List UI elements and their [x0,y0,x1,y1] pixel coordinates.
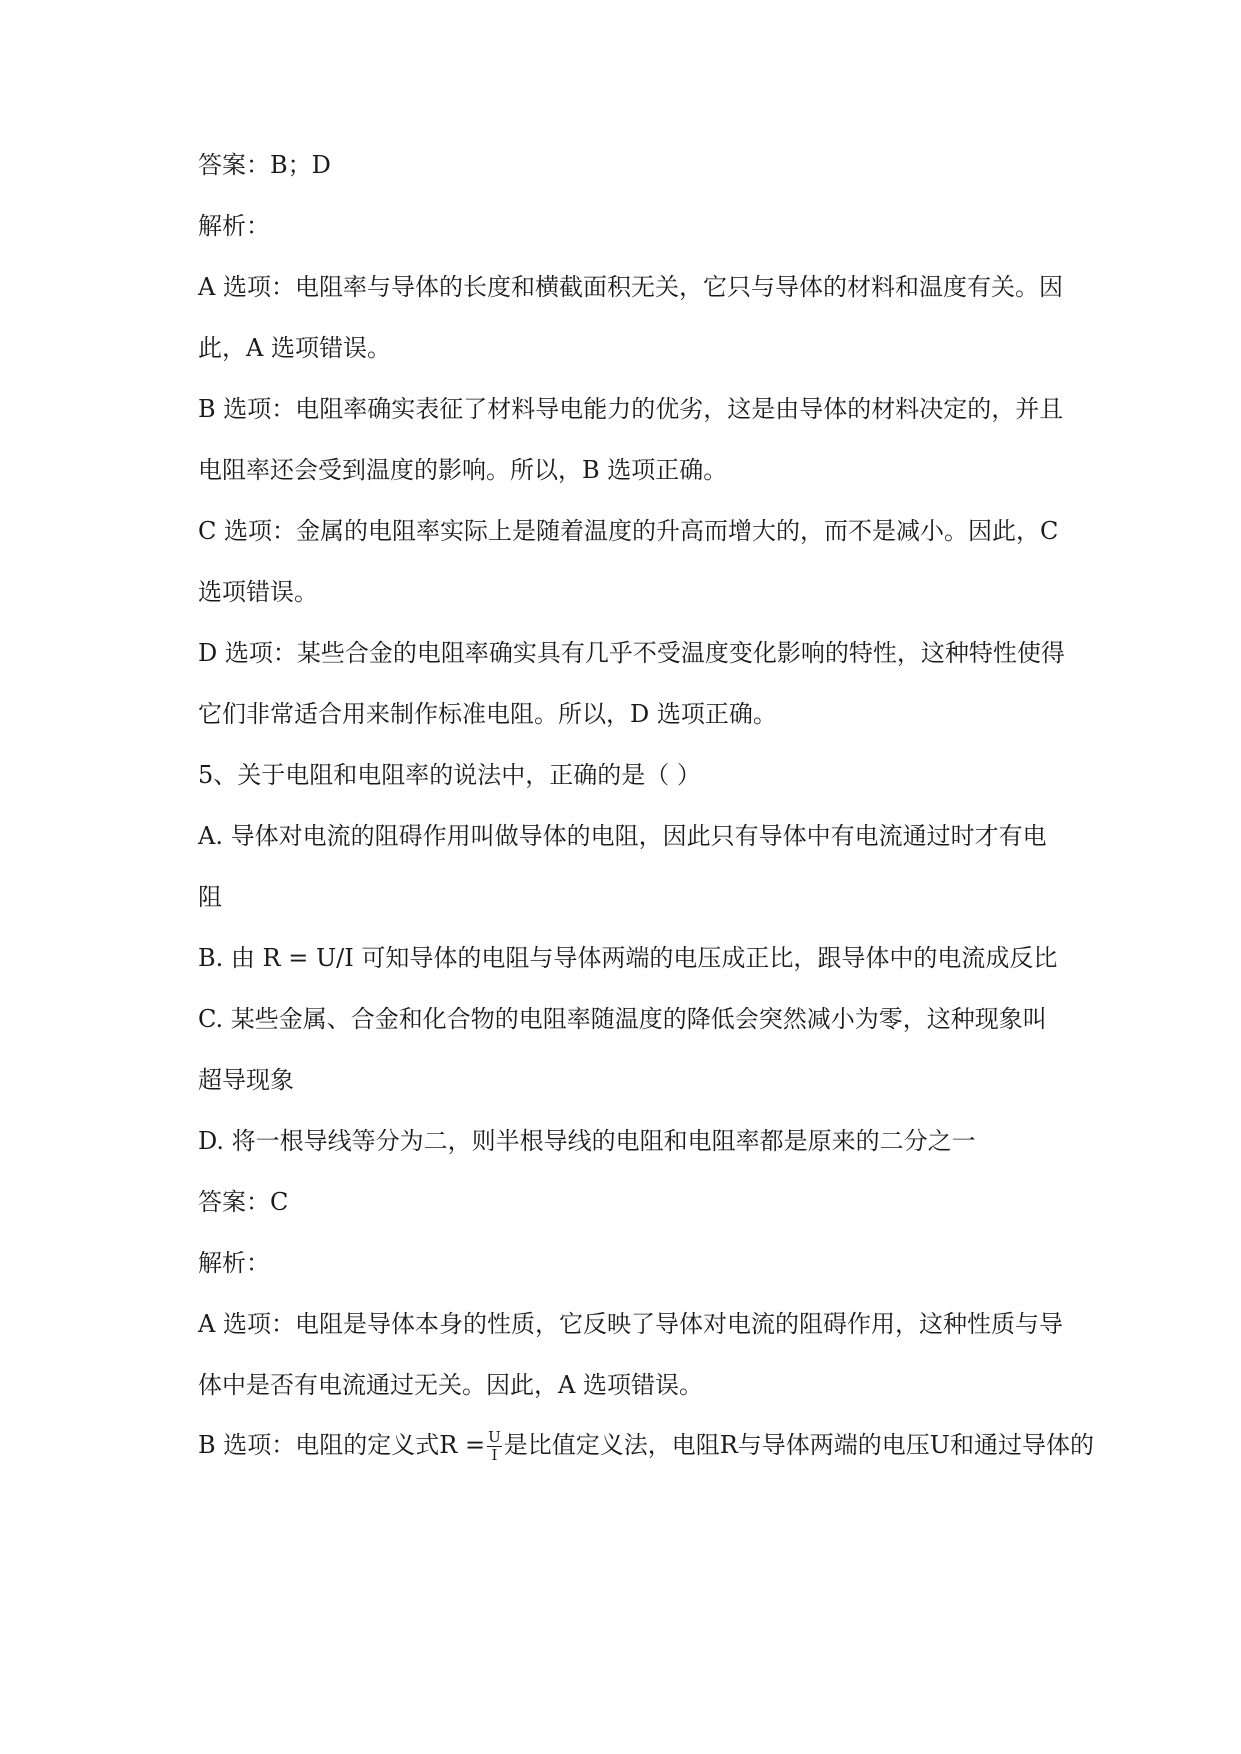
option-d: D. 将一根导线等分为二，则半根导线的电阻和电阻率都是原来的二分之一 [198,1127,976,1155]
analysis2-a-line1: A 选项：电阻是导体本身的性质，它反映了导体对电流的阻碍作用，这种性质与导 [198,1310,1063,1338]
answer-line-2: 答案：C [198,1188,289,1216]
analysis-c-line1: C 选项：金属的电阻率实际上是随着温度的升高而增大的，而不是减小。因此，C [198,517,1059,545]
option-c-line2: 超导现象 [198,1066,294,1094]
analysis-a-line2: 此，A 选项错误。 [198,334,391,362]
fraction-numerator: U [488,1428,501,1446]
analysis-d-line1: D 选项：某些合金的电阻率确实具有几乎不受温度变化影响的特性，这种特性使得 [198,639,1065,667]
analysis-b-line1: B 选项：电阻率确实表征了材料导电能力的优劣，这是由导体的材料决定的，并且 [198,395,1064,423]
answer-line: 答案：B；D [198,151,331,179]
formula-suffix: 是比值定义法，电阻R与导体两端的电压U和通过导体的 [503,1431,1095,1459]
analysis-c-line2: 选项错误。 [198,578,318,606]
analysis-heading-2: 解析： [198,1249,270,1277]
analysis2-b-line1 [198,1430,1094,1463]
fraction-denominator: I [491,1446,498,1464]
analysis2-a-line2: 体中是否有电流通过无关。因此，A 选项错误。 [198,1371,703,1399]
analysis-a-line1: A 选项：电阻率与导体的长度和横截面积无关，它只与导体的材料和温度有关。因 [198,273,1063,301]
option-a-line1: A. 导体对电流的阻碍作用叫做导体的电阻，因此只有导体中有电流通过时才有电 [198,822,1047,850]
question-5-stem: 5、关于电阻和电阻率的说法中，正确的是（ ） [198,761,701,789]
analysis-d-line2: 它们非常适合用来制作标准电阻。所以，D 选项正确。 [198,700,777,728]
fraction-u-over-i [487,1430,502,1463]
analysis-heading: 解析： [198,212,270,240]
option-c-line1: C. 某些金属、合金和化合物的电阻率随温度的降低会突然减小为零，这种现象叫 [198,1005,1047,1033]
analysis-b-line2: 电阻率还会受到温度的影响。所以，B 选项正确。 [198,456,728,484]
option-b: B. 由 R = U/I 可知导体的电阻与导体两端的电压成正比，跟导体中的电流成反比 [198,944,1058,972]
formula-prefix: B 选项：电阻的定义式R = [198,1431,486,1459]
option-a-line2: 阻 [198,883,222,911]
